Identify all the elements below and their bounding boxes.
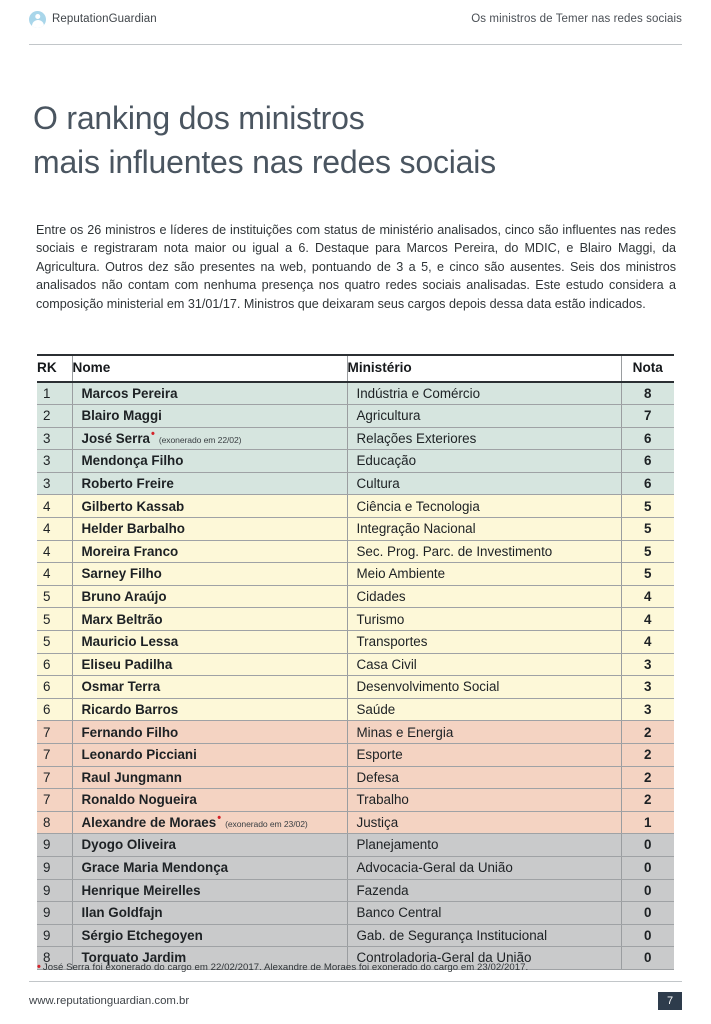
- cell-ministerio: Planejamento: [347, 834, 621, 857]
- footnote: [37, 961, 677, 973]
- cell-nome: [72, 495, 347, 518]
- brand-name: ReputationGuardian: [52, 13, 157, 25]
- table-row: [37, 450, 674, 473]
- cell-ministerio: Fazenda: [347, 879, 621, 902]
- cell-nota: 5: [621, 495, 674, 518]
- cell-nome: [72, 698, 347, 721]
- table-row: [37, 540, 674, 563]
- cell-rk: 7: [37, 766, 72, 789]
- cell-nota: 0: [621, 856, 674, 879]
- cell-ministerio: Saúde: [347, 698, 621, 721]
- page-title: [33, 96, 653, 184]
- cell-nome: [72, 585, 347, 608]
- table-row: [37, 563, 674, 586]
- table-row: [37, 856, 674, 879]
- table-row: [37, 924, 674, 947]
- cell-rk: 9: [37, 902, 72, 925]
- cell-ministerio: Meio Ambiente: [347, 563, 621, 586]
- cell-rk: 6: [37, 653, 72, 676]
- cell-rk: 3: [37, 427, 72, 450]
- cell-nome: [72, 811, 347, 834]
- cell-nota: 3: [621, 653, 674, 676]
- table-row: [37, 834, 674, 857]
- cell-ministerio: Cidades: [347, 585, 621, 608]
- cell-ministerio: Banco Central: [347, 902, 621, 925]
- cell-nome: [72, 834, 347, 857]
- table-row: [37, 676, 674, 699]
- cell-rk: 9: [37, 924, 72, 947]
- minister-name: Ronaldo Nogueira: [81, 792, 197, 808]
- cell-nota: 0: [621, 924, 674, 947]
- cell-rk: 6: [37, 676, 72, 699]
- minister-name: Blairo Maggi: [81, 408, 162, 424]
- minister-name: Dyogo Oliveira: [81, 837, 177, 853]
- table-row: [37, 427, 674, 450]
- cell-nome: [72, 789, 347, 812]
- minister-name: Moreira Franco: [81, 543, 179, 559]
- cell-nome: [72, 382, 347, 405]
- minister-name: Mendonça Filho: [81, 453, 184, 469]
- cell-nome: [72, 563, 347, 586]
- cell-rk: 8: [37, 947, 72, 970]
- cell-nome: [72, 540, 347, 563]
- cell-rk: 2: [37, 405, 72, 428]
- minister-name: Bruno Araújo: [81, 588, 167, 604]
- minister-name: Sarney Filho: [81, 566, 162, 582]
- footer-url[interactable]: www.reputationguardian.com.br: [29, 995, 190, 1007]
- table-row: [37, 744, 674, 767]
- table-row: [37, 653, 674, 676]
- column-header-nome: Nome: [72, 355, 347, 382]
- column-header-nota: Nota: [621, 355, 674, 382]
- cell-ministerio: Advocacia-Geral da União: [347, 856, 621, 879]
- cell-ministerio: Defesa: [347, 766, 621, 789]
- cell-nota: 5: [621, 518, 674, 541]
- footnote-text: José Serra foi exonerado do cargo em 22/02/2017. Alexandre de Moraes foi exonerado do cargo em 23/02/2017.: [42, 962, 529, 973]
- cell-nome: [72, 721, 347, 744]
- cell-nota: 5: [621, 563, 674, 586]
- intro-paragraph: Entre os 26 ministros e líderes de instituições com status de ministério analisados, cinco são influentes nas redes sociais e registraram nota maior ou igual a 6. Destaque para Marcos Pereira, do MDIC, e Blairo Maggi, da Agricultura. Outros dez são presentes na web, pontuando de 3 a 5, e cinco são ausentes. Seis dos ministros analisados não contam com nenhuma presença nos quatro redes sociais analisadas. Este estudo considera a composição ministerial em 31/01/17. Ministros que deixaram seus cargos depois dessa data estão indicados.: [36, 223, 676, 311]
- cell-nome: [72, 676, 347, 699]
- user-avatar-icon: [29, 11, 46, 28]
- cell-ministerio: Sec. Prog. Parc. de Investimento: [347, 540, 621, 563]
- minister-name: Roberto Freire: [81, 475, 174, 491]
- cell-nota: 3: [621, 698, 674, 721]
- cell-nome: [72, 653, 347, 676]
- cell-nota: 0: [621, 902, 674, 925]
- minister-name: Henrique Meirelles: [81, 882, 201, 898]
- cell-rk: 5: [37, 585, 72, 608]
- cell-rk: 6: [37, 698, 72, 721]
- cell-nome: [72, 405, 347, 428]
- footer-divider: [29, 981, 682, 982]
- cell-nota: 0: [621, 947, 674, 970]
- cell-nota: 0: [621, 834, 674, 857]
- minister-name: Eliseu Padilha: [81, 656, 173, 672]
- cell-ministerio: Minas e Energia: [347, 721, 621, 744]
- cell-rk: 4: [37, 495, 72, 518]
- minister-name: Sérgio Etchegoyen: [81, 927, 203, 943]
- cell-nota: 6: [621, 472, 674, 495]
- cell-ministerio: Educação: [347, 450, 621, 473]
- minister-name: Raul Jungmann: [81, 769, 182, 785]
- cell-nome: [72, 450, 347, 473]
- cell-ministerio: Justiça: [347, 811, 621, 834]
- dismissal-note: (exonerado em 22/02): [158, 434, 242, 445]
- cell-nota: 2: [621, 789, 674, 812]
- cell-rk: 3: [37, 472, 72, 495]
- table-header-row: [37, 355, 674, 382]
- minister-name: Mauricio Lessa: [81, 634, 179, 650]
- cell-nome: [72, 766, 347, 789]
- cell-nome: [72, 608, 347, 631]
- dismissal-marker-icon: •: [151, 428, 155, 441]
- minister-name: Marx Beltrão: [81, 611, 163, 627]
- cell-ministerio: Gab. de Segurança Institucional: [347, 924, 621, 947]
- cell-ministerio: Turismo: [347, 608, 621, 631]
- cell-nota: 3: [621, 676, 674, 699]
- table-row: [37, 472, 674, 495]
- minister-name: Marcos Pereira: [81, 385, 178, 401]
- cell-rk: 7: [37, 744, 72, 767]
- minister-name: Helder Barbalho: [81, 521, 185, 537]
- cell-ministerio: Indústria e Comércio: [347, 382, 621, 405]
- minister-name: Fernando Filho: [81, 724, 179, 740]
- cell-nota: 4: [621, 631, 674, 654]
- cell-ministerio: Esporte: [347, 744, 621, 767]
- cell-rk: 5: [37, 631, 72, 654]
- minister-name: Grace Maria Mendonça: [81, 860, 229, 876]
- cell-rk: 8: [37, 811, 72, 834]
- header-title: Os ministros de Temer nas redes sociais: [471, 13, 682, 25]
- cell-ministerio: Controladoria-Geral da União: [347, 947, 621, 970]
- minister-name: José Serra: [81, 430, 150, 446]
- cell-nome: [72, 472, 347, 495]
- page-title-line2: mais influentes nas redes sociais: [33, 144, 496, 180]
- cell-nota: 4: [621, 608, 674, 631]
- header-divider: [29, 44, 682, 45]
- minister-name: Gilberto Kassab: [81, 498, 185, 514]
- table-row: [37, 631, 674, 654]
- cell-nota: 2: [621, 744, 674, 767]
- minister-name: Leonardo Picciani: [81, 747, 197, 763]
- cell-ministerio: Integração Nacional: [347, 518, 621, 541]
- cell-nota: 6: [621, 450, 674, 473]
- table-row: [37, 789, 674, 812]
- cell-nota: 6: [621, 427, 674, 450]
- table-row: [37, 585, 674, 608]
- cell-ministerio: Transportes: [347, 631, 621, 654]
- cell-rk: 9: [37, 834, 72, 857]
- cell-nota: 2: [621, 766, 674, 789]
- table-row: [37, 766, 674, 789]
- column-header-ministerio: Ministério: [347, 355, 621, 382]
- cell-ministerio: Trabalho: [347, 789, 621, 812]
- cell-ministerio: Ciência e Tecnologia: [347, 495, 621, 518]
- table-row: [37, 495, 674, 518]
- page-number-badge: 7: [658, 992, 682, 1010]
- minister-name: Torquato Jardim: [81, 950, 187, 966]
- dismissal-note: (exonerado em 23/02): [225, 818, 308, 829]
- cell-nome: [72, 879, 347, 902]
- cell-nota: 2: [621, 721, 674, 744]
- cell-ministerio: Casa Civil: [347, 653, 621, 676]
- table-row: [37, 518, 674, 541]
- cell-nome: [72, 902, 347, 925]
- dismissal-marker-icon: •: [217, 812, 222, 825]
- cell-nota: 5: [621, 540, 674, 563]
- cell-nota: 8: [621, 382, 674, 405]
- cell-rk: 4: [37, 518, 72, 541]
- table-row: [37, 811, 674, 834]
- cell-rk: 9: [37, 879, 72, 902]
- cell-nome: [72, 924, 347, 947]
- cell-nome: [72, 631, 347, 654]
- cell-ministerio: Agricultura: [347, 405, 621, 428]
- table-row: [37, 608, 674, 631]
- cell-rk: 4: [37, 540, 72, 563]
- table-row: [37, 698, 674, 721]
- ranking-table-wrapper: [37, 354, 674, 970]
- cell-rk: 7: [37, 721, 72, 744]
- cell-nota: 4: [621, 585, 674, 608]
- cell-rk: 9: [37, 856, 72, 879]
- cell-rk: 3: [37, 450, 72, 473]
- cell-nome: [72, 427, 347, 450]
- minister-name: Ilan Goldfajn: [81, 905, 163, 921]
- cell-ministerio: Cultura: [347, 472, 621, 495]
- column-header-rk: RK: [37, 355, 72, 382]
- page-title-line1: O ranking dos ministros: [33, 100, 365, 136]
- table-row: [37, 902, 674, 925]
- cell-nome: [72, 856, 347, 879]
- brand: [29, 11, 157, 28]
- cell-ministerio: Relações Exteriores: [347, 427, 621, 450]
- page-header: [0, 0, 711, 38]
- minister-name: Ricardo Barros: [81, 701, 179, 717]
- table-row: [37, 405, 674, 428]
- cell-nota: 0: [621, 879, 674, 902]
- page-footer: [29, 988, 682, 1014]
- table-row: [37, 721, 674, 744]
- cell-nome: [72, 518, 347, 541]
- cell-rk: 4: [37, 563, 72, 586]
- ranking-table: [37, 354, 674, 970]
- minister-name: Alexandre de Moraes: [81, 814, 217, 830]
- cell-rk: 5: [37, 608, 72, 631]
- table-row: [37, 382, 674, 405]
- footnote-marker-icon: •: [37, 961, 41, 973]
- minister-name: Osmar Terra: [81, 679, 161, 695]
- table-row: [37, 879, 674, 902]
- cell-rk: 7: [37, 789, 72, 812]
- cell-nome: [72, 744, 347, 767]
- table-body: [37, 382, 674, 969]
- cell-rk: 1: [37, 382, 72, 405]
- cell-nota: 7: [621, 405, 674, 428]
- cell-ministerio: Desenvolvimento Social: [347, 676, 621, 699]
- cell-nota: 1: [621, 811, 674, 834]
